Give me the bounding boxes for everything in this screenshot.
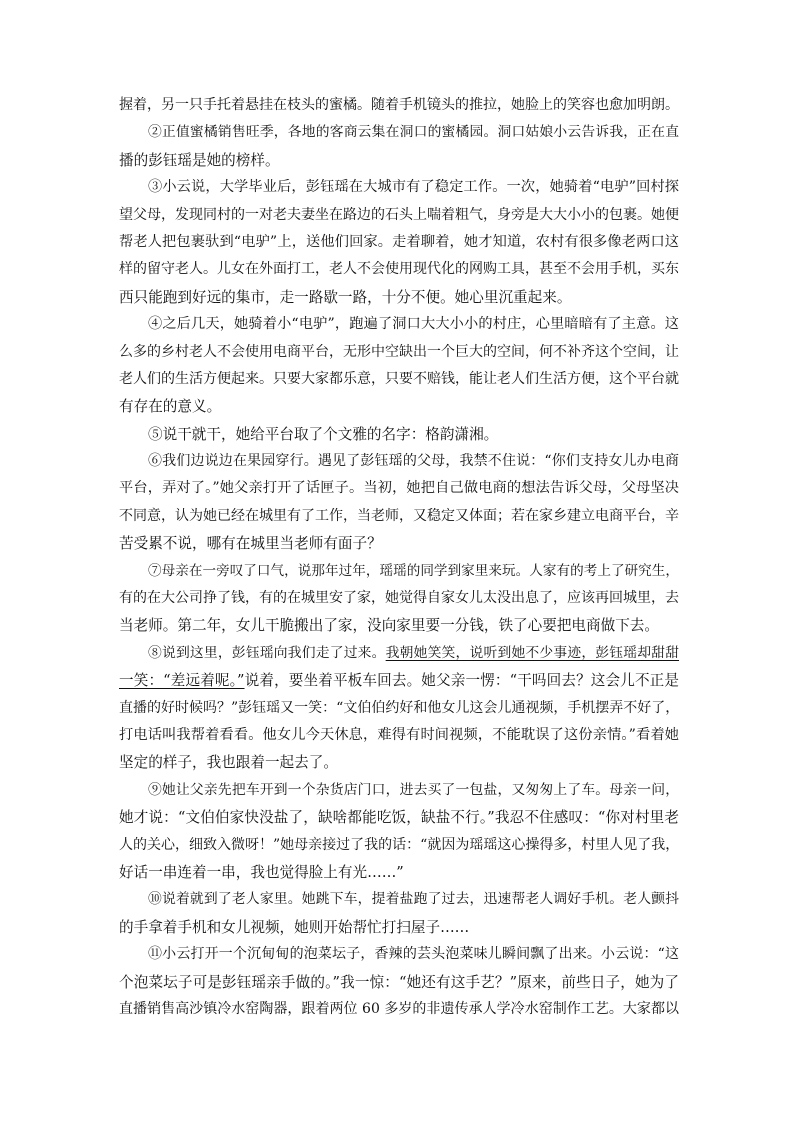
text-line-20: 当老师。第二年，女儿干脆搬出了家，没向家里要一分钱，铁了心要把电商做下去。 — [119, 617, 659, 635]
text-line-21-plain: ⑧说到这里，彭钰瑶向我们走了过来。 — [148, 644, 386, 661]
text-line-16: 不同意，认为她已经在城里有了工作，当老师，又稳定又体面；若在家乡建立电商平台，辛 — [119, 507, 679, 524]
text-line-27: 她才说：“文伯伯家快没盐了，缺啥都能吃饭，缺盐不行。”我忍不住感叹：“你对村里老 — [119, 809, 679, 827]
text-line-19: 有的在大公司挣了钱，有的在城里安了家，她觉得自家女儿太没出息了，应该再回城里，去 — [119, 590, 679, 607]
text-line-2: ②正值蜜橘销售旺季，各地的客商云集在洞口的蜜橘园。洞口姑娘小云告诉我，正在直 — [148, 124, 679, 141]
underlined-sentence-part-2: 一笑：“差远着呢。” — [119, 672, 245, 690]
text-line-32: ⑪小云打开一个沉甸甸的泡菜坛子，香辣的芸头泡菜味儿瞬间飘了出来。小云说：“这 — [148, 946, 679, 963]
text-line-6: 帮老人把包裹驮到“电驴”上，送他们回家。走着聊着，她才知道，农村有很多像老两口这 — [119, 233, 679, 250]
text-line-13: ⑤说干就干，她给平台取了个文雅的名字：格韵潇湘。 — [148, 425, 499, 443]
underlined-sentence-part-1: 我朝她笑笑，说听到她不少事迹，彭钰瑶却甜甜 — [385, 644, 680, 661]
text-line-3: 播的彭钰瑶是她的榜样。 — [119, 151, 280, 169]
text-line-14: ⑥我们边说边在果园穿行。遇见了彭钰瑶的父母，我禁不住说：“你们支持女儿办电商 — [148, 453, 679, 470]
text-line-22-plain: 说着，要坐着平板车回去。她父亲一愣：“干吗回去？这会儿不正是 — [244, 672, 679, 690]
text-line-24: 打电话叫我帮着看看。他女儿今天休息，难得有时间视频，不能耽误了这份亲情。”看着她 — [119, 726, 679, 743]
article-body — [119, 92, 679, 1023]
text-line-4: ③小云说，大学毕业后，彭钰瑶在大城市有了稳定工作。一次，她骑着“电驴”回村探 — [148, 179, 679, 196]
text-line-15: 平台，弄对了。”她父亲打开了话匣子。当初，她把自己做电商的想法告诉父母，父母坚决 — [119, 480, 679, 497]
text-line-10: 么多的乡村老人不会使用电商平台，无形中空缺出一个巨大的空间，何不补齐这个空间，让 — [119, 343, 679, 360]
text-line-23: 直播的好时候吗？”彭钰瑶又一笑：“文伯伯约好和他女儿这会儿通视频，手机摆弄不好了， — [119, 699, 680, 716]
text-line-18: ⑦母亲在一旁叹了口气，说那年过年，瑶瑶的同学到家里来玩。人家有的考上了研究生， — [148, 562, 679, 579]
text-line-17: 苦受累不说，哪有在城里当老师有面子？ — [119, 535, 382, 553]
text-line-21 — [119, 640, 679, 667]
text-line-34: 直播销售高沙镇冷水窑陶器，跟着两位 60 多岁的非遗传承人学冷水窑制作工艺。大家都以 — [119, 1000, 679, 1017]
text-line-30: ⑩说着就到了老人家里。她跳下车，提着盐跑了过去，迅速帮老人调好手机。老人颤抖 — [148, 891, 679, 908]
text-line-12: 有存在的意义。 — [119, 398, 222, 416]
text-line-7: 样的留守老人。儿女在外面打工，老人不会使用现代化的网购工具，甚至不会用手机，买东 — [119, 261, 679, 278]
text-line-29: 好话一串连着一串，我也觉得脸上有光……” — [119, 863, 404, 881]
text-line-26: ⑨她让父亲先把车开到一个杂货店门口，进去买了一包盐，又匆匆上了车。母亲一问， — [148, 781, 679, 798]
text-line-8: 西只能跑到好远的集市，走一路歇一路，十分不便。她心里沉重起来。 — [119, 288, 572, 306]
text-line-33: 个泡菜坛子可是彭钰瑶亲手做的。”我一惊：“她还有这手艺？”原来，前些日子，她为了 — [119, 973, 679, 991]
text-line-5: 望父母，发现同村的一对老夫妻坐在路边的石头上喘着粗气，身旁是大大小小的包裹。她便 — [119, 206, 679, 223]
text-line-25: 坚定的样子，我也跟着一起去了。 — [119, 754, 338, 772]
text-line-28: 人的关心，细致入微呀！”她母亲接过了我的话：“就因为瑶瑶这心操得多，村里人见了我， — [119, 836, 680, 853]
text-line-1: 握着，另一只手托着悬挂在枝头的蜜橘。随着手机镜头的推拉，她脸上的笑容也愈加明朗。 — [119, 97, 679, 113]
text-line-11: 老人们的生活方便起来。只要大家都乐意，只要不赔钱，能让老人们生活方便，这个平台就 — [119, 370, 679, 387]
text-line-9: ④之后几天，她骑着小“电驴”，跑遍了洞口大大小小的村庄，心里暗暗有了主意。这 — [148, 316, 679, 333]
text-line-31: 的手拿着手机和女儿视频，她则开始帮忙打扫屋子…… — [119, 918, 470, 936]
text-line-22 — [119, 667, 679, 694]
